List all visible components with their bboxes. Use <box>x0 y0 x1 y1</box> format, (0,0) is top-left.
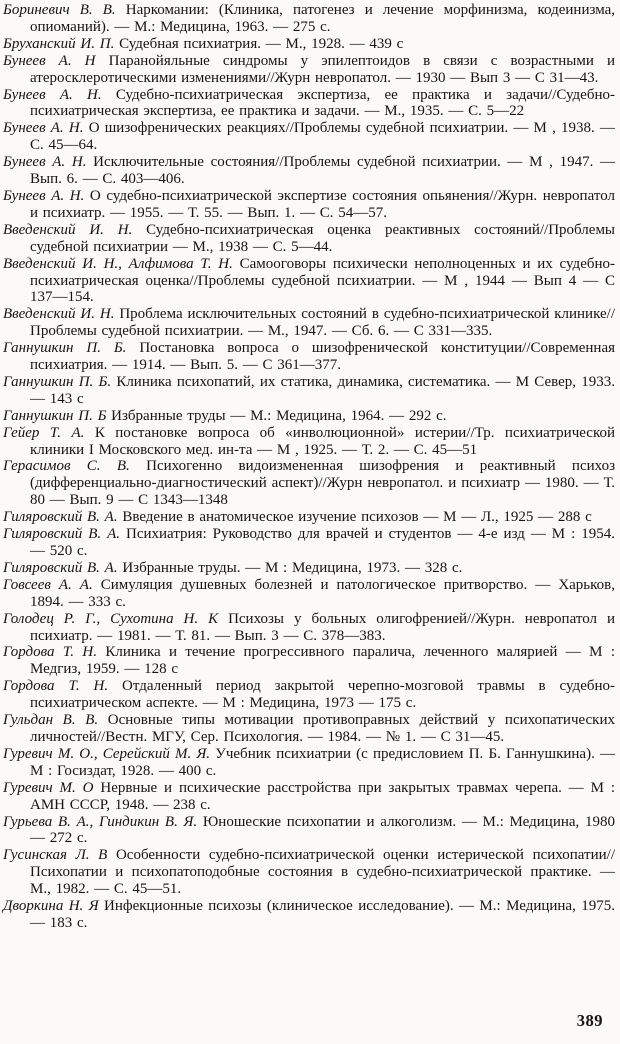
bib-entry <box>3 847 615 898</box>
entry-author: Введенский И. Н., Алфимова Т. Н. <box>3 255 233 272</box>
entry-text: Самооговоры психически неполноценных и их судебно-психиатрическая оценка//Проблемы судебной психиатрии. — М , 1944 — Вып 4 — С 137—154. <box>30 255 616 306</box>
entry-text: Учебник психиатрии (с предисловием П. Б. Ганнушкина). — М : Госиздат, 1928. — 400 с. <box>30 745 615 779</box>
bib-entry <box>3 340 615 374</box>
bib-entry <box>3 898 615 932</box>
entry-author: Бруханский И. П. <box>3 35 115 52</box>
bib-entry <box>3 611 615 645</box>
entry-author: Ганнушкин П. Б. <box>3 340 127 357</box>
entry-author: Гурьева В. А., Гиндикин В. Я. <box>3 813 198 830</box>
bib-entry <box>3 577 615 611</box>
bib-entry <box>3 780 615 814</box>
entry-text: Психозы у больных олигофренией//Журн. невропатол и психиатр. — 1981. — Т. 81. — Вып. 3 — С. 378—383. <box>30 610 615 644</box>
entry-author: Гордова Т. Н. <box>3 678 109 695</box>
entry-text: Судебно-психиатрическая экспертиза, ее практика и задачи//Судебно-психиатрическая экспертиза, ее практика и задачи. — М., 1935. — С. 5—22 <box>30 86 615 120</box>
entry-text: Исключительные состояния//Проблемы судебной психиатрии. — М , 1947. — Вып. 6. — С. 403—406. <box>30 154 616 188</box>
entry-author: Гиляровский В. А. <box>3 509 118 526</box>
entry-text: Судебная психиатрия. — М., 1928. — 439 с <box>119 35 404 52</box>
bib-entry <box>3 256 615 307</box>
entry-text: О судебно-психиатрической экспертизе состояния опьянения//Журн. невропатол и психиатр. — 1955. — Т. 55. — Вып. 1. — С. 54—57. <box>30 187 615 221</box>
entry-text: К постановке вопроса об «инволюционной» истерии//Тр. психиатрической клиники I Московского мед. ин-та — М , 1925. — Т. 2. — С. 45—51 <box>30 424 615 458</box>
bib-entry <box>3 188 615 222</box>
bib-entry <box>3 712 615 746</box>
entry-author: Ганнушкин П. Б. <box>3 373 112 390</box>
bib-entry <box>3 222 615 256</box>
entry-text: Судебно-психиатрическая оценка реактивных состояний//Проблемы судебной психиатрии — М., 1938 — С. 5—44. <box>30 221 616 255</box>
bib-entry <box>3 87 615 121</box>
entry-author: Герасимов С. В. <box>3 458 130 475</box>
entry-author: Дворкина Н. Я <box>3 898 99 915</box>
entry-text: Введение в анатомическое изучение психозов — М — Л., 1925 — 288 с <box>122 509 592 526</box>
entry-author: Голодец Р. Г., Сухотина Н. К <box>3 610 219 627</box>
entry-text: Клиника и течение прогрессивного паралича, леченного малярией — М : Медгиз, 1959. — 128 с <box>30 644 615 678</box>
entry-author: Введенский И. Н. <box>3 306 115 323</box>
entry-text: Юношеские психопатии и алкоголизм. — М.: Медицина, 1980 — 272 с. <box>30 813 615 847</box>
entry-author: Введенский И. Н. <box>3 221 133 238</box>
bib-entry <box>3 154 615 188</box>
entry-author: Гуревич М. О <box>3 779 94 796</box>
bib-entry <box>3 746 615 780</box>
entry-text: Основные типы мотивации противоправных действий у психопатических личностей//Вестн. МГУ, Сер. Психология. — 1984. — № 1. — С 31—45. <box>30 712 615 745</box>
entry-text: Проблема исключительных состояний в судебно-психиатрической клинике//Проблемы судебной психиатрии. — М., 1947. — Сб. 6. — С 331—335. <box>30 306 615 340</box>
bib-entry <box>3 814 615 848</box>
bib-entry <box>3 120 615 154</box>
bib-entry <box>3 644 615 678</box>
entry-author: Гусинская Л. В <box>3 847 108 864</box>
entry-text: Паранойяльные синдромы у эпилептоидов в связи с возрастными и атеросклеротическими изменениями//Журн невропатол. — 1930 — Вып 3 — С 31—43. <box>30 52 615 86</box>
entry-text: Постановка вопроса о шизофренической конституции//Современная психиатрия. — 1914. — Вып. 5. — С 361—377. <box>30 340 615 374</box>
bib-entry <box>3 306 615 340</box>
bib-entry <box>3 526 615 560</box>
bib-entry <box>3 2 615 36</box>
entry-text: Инфекционные психозы (клиническое исследование). — М.: Медицина, 1975. — 183 с. <box>30 898 616 931</box>
bib-entry <box>3 458 615 509</box>
entry-text: Психогенно видоизмененная шизофрения и реактивный психоз (дифференциально-диагностический аспект)//Журн невропатол. и психиатр — 1980. — Т. 80 — Вып. 9 — С 1343—1348 <box>30 458 615 509</box>
entry-author: Бунеев А. Н. <box>3 154 87 171</box>
entry-text: Клиника психопатий, их статика, динамика, систематика. — М Север, 1933. — 143 с <box>30 373 615 407</box>
entry-text: Избранные труды — М.: Медицина, 1964. — 292 с. <box>111 407 447 424</box>
entry-text: Особенности судебно-психиатрической оценки истерической психопатии//Психопатии и психопатоподобные состояния в судебно-психиатрической практике. — М., 1982. — С. 45—51. <box>30 847 615 898</box>
bib-entry <box>3 509 615 526</box>
entry-text: О шизофренических реакциях//Проблемы судебной психиатрии. — М , 1938. — С. 45—64. <box>30 120 615 154</box>
page-number: 389 <box>576 1011 603 1030</box>
entry-author: Бунеев А. Н. <box>3 86 102 103</box>
bib-entry <box>3 425 615 459</box>
entry-text: Наркомании: (Клиника, патогенез и лечение морфинизма, кодеинизма, опиоманий). — М.: Медицина, 1963. — 275 с. <box>30 2 615 35</box>
bib-entry <box>3 53 615 87</box>
entry-text: Отдаленный период закрытой черепно-мозговой травмы в судебно-психиатрическом аспекте. — М : Медицина, 1973 — 175 с. <box>30 678 616 712</box>
bib-entry <box>3 560 615 577</box>
entry-text: Избранные труды. — М : Медицина, 1973. — 328 с. <box>122 559 463 576</box>
entry-text: Симуляция душевных болезней и патологическое притворство. — Харьков, 1894. — 333 с. <box>30 576 616 610</box>
entry-author: Гиляровский В. А. <box>3 526 121 543</box>
entry-author: Гульдан В. В. <box>3 712 99 729</box>
entry-author: Гиляровский В. А. <box>3 559 118 576</box>
entry-author: Бориневич В. В. <box>3 2 116 18</box>
entry-author: Ганнушкин П. Б <box>3 407 107 424</box>
entry-text: Нервные и психические расстройства при закрытых травмах черепа. — М : АМН СССР, 1948. — 238 с. <box>30 779 615 813</box>
entry-author: Бунеев А. Н. <box>3 120 84 137</box>
entry-author: Гуревич М. О., Серейский М. Я. <box>3 745 211 762</box>
entry-author: Бунеев А. Н <box>3 52 96 69</box>
entry-author: Говсеев А. А. <box>3 576 93 593</box>
entry-author: Гейер Т. А. <box>3 424 85 441</box>
entry-text: Психиатрия: Руководство для врачей и студентов — 4-е изд — М : 1954. — 520 с. <box>30 526 615 559</box>
bib-entry <box>3 374 615 408</box>
bib-entry <box>3 36 615 53</box>
entry-author: Бунеев А. Н. <box>3 187 85 204</box>
bib-entry <box>3 678 615 712</box>
entry-author: Гордова Т. Н. <box>3 644 97 661</box>
bib-entry <box>3 408 615 425</box>
